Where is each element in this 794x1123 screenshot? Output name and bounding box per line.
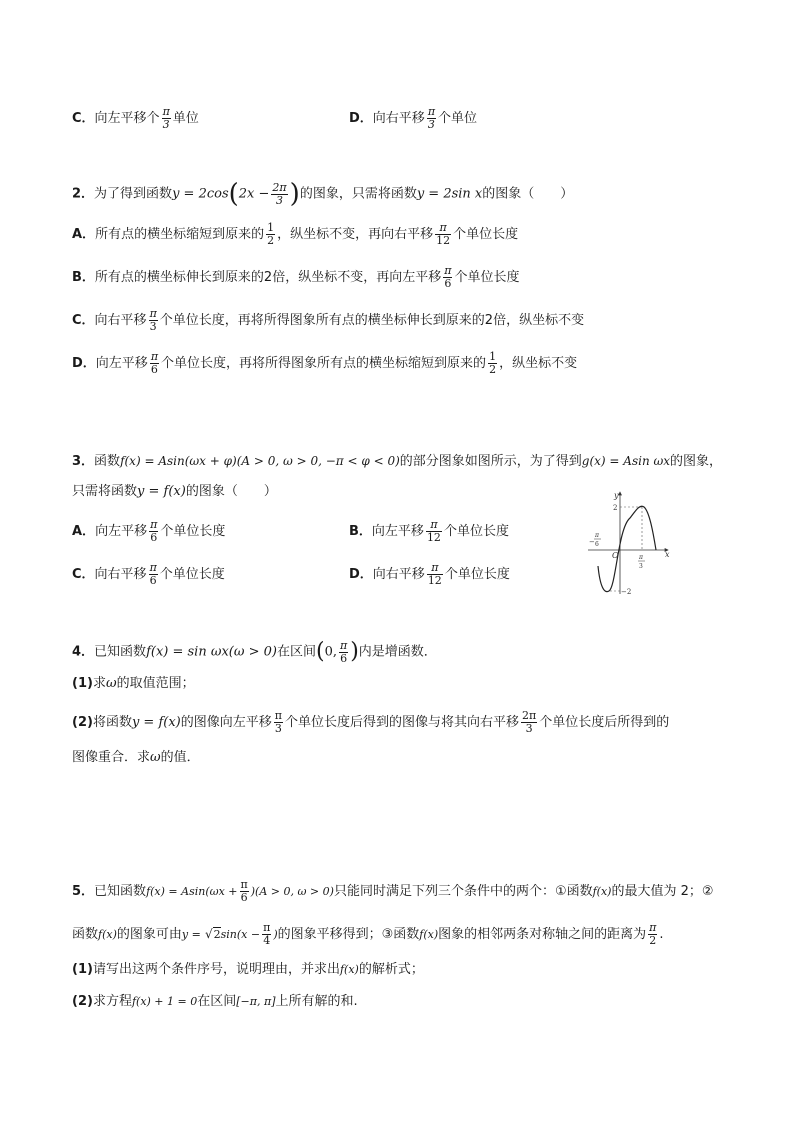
q4-part2-line2 [72,748,200,768]
pos-tick-num: π [639,554,643,561]
frac-num: π [427,105,436,118]
option-text: 个单位长度 [443,524,509,539]
frac-num: π [426,519,442,532]
formula: f(x) = Asin(ωx + [146,885,238,898]
left-paren: ( [315,639,325,664]
part-text: 请写出这两个条件序号，说明理由，并求出 [92,962,340,977]
y-max-label: 2 [613,504,618,512]
option-label: A． [72,227,96,242]
option-text: 个单位长度 [444,567,510,582]
option-text: 向左平移个 [94,111,160,126]
frac-num: 1 [489,350,497,363]
stem-text: 内是增函数． [358,644,437,660]
option-label: B． [72,270,95,285]
formula: ω [150,750,161,765]
formula: g(x) = Asin ωx [581,454,671,468]
fraction [648,922,657,947]
fraction [150,351,159,376]
q4-part1 [72,674,195,694]
formula: f(x) = sin ωx(ω > 0) [146,644,277,660]
formula: f(x) [98,928,117,941]
option-text: 向右平移 [94,313,147,328]
option-text: 单位 [172,111,199,126]
stem-text: 的图象（ ） [482,186,574,202]
fraction [262,922,271,947]
option-text: 所有点的横坐标缩短到原来的 [95,227,265,242]
neg-tick-num: π [595,532,599,539]
y-axis-label: y [614,491,619,500]
frac-num: π [240,878,248,891]
q5-part2 [72,992,358,1012]
part-text: 将函数 [92,715,132,730]
neg-tick-sign: − [589,538,595,546]
stem-text: 的部分图象如图所示，为了得到 [399,454,582,469]
q3-option-c [72,562,225,587]
frac-den: 12 [426,531,441,544]
option-text: 个单位 [438,111,478,126]
formula: y = [181,928,201,941]
option-text: 向右平移 [372,111,425,126]
formula: ω [105,676,117,691]
fraction [266,222,275,247]
left-paren: ( [228,179,239,209]
fraction [443,265,452,290]
q1-option-d [349,106,477,131]
stem-text: . [659,927,664,942]
frac-den: 6 [340,651,348,665]
fraction [521,710,537,735]
part-label: (2) [72,994,93,1009]
frac-den: 3 [162,118,170,131]
stem-text: 的图象， [670,454,723,469]
right-paren: ) [350,639,359,664]
question-number: 3． [72,454,95,469]
option-text: ，纵坐标不变，再向右平移 [277,227,434,242]
option-label: D． [349,111,373,126]
formula: sin(x − [220,928,261,941]
frac-den: 6 [150,531,158,544]
stem-text: 只需将函数 [72,484,138,499]
x-axis-label: x [665,550,670,559]
option-label: C． [72,567,95,582]
stem-text: 的最大值为 2；② [611,884,714,899]
stem-text: 在区间 [276,644,316,660]
sine-curve [598,506,656,591]
stem-text: 的图象可由 [116,927,182,942]
stem-text: 的图象，只需将函数 [299,186,417,202]
part-text: 在区间 [197,994,237,1009]
pos-tick-den: 3 [639,563,643,570]
option-text: ，纵坐标不变 [499,356,578,371]
fraction [271,182,287,207]
q3-option-a [72,519,225,544]
option-text: 个单位长度，再将所得图象所有点的横坐标缩短到原来的 [161,356,487,371]
y-min-label: −2 [621,588,632,596]
q4-stem [72,637,437,667]
formula: f(x) [592,885,612,898]
q2-option-b [72,265,519,290]
formula: y = 2cos [172,186,229,202]
option-text: 个单位长度 [454,270,520,285]
formula: y = f(x) [137,484,186,499]
frac-num: π [150,350,159,363]
formula: ) [273,928,278,941]
formula: f(x) [339,963,359,976]
part-text: 的值． [160,750,200,765]
frac-den: 6 [240,891,248,904]
formula: f(x) = Asin(ωx + φ)(A > 0, ω > 0, −π < φ < 0) [120,454,400,468]
fraction [427,106,436,131]
stem-text: 只能同时满足下列三个条件中的两个：①函数 [333,884,593,899]
part-label: (1) [72,962,93,977]
frac-num: π [162,105,170,118]
option-text: 向左平移 [95,356,148,371]
q3-option-d [349,562,510,587]
part-text: 个单位长度后所得到的 [539,715,670,730]
part-label: (2) [72,715,93,730]
frac-den: 12 [427,574,442,587]
q3-stem [72,451,722,472]
fraction [427,562,443,587]
frac-num: π [444,264,452,277]
frac-den: 3 [149,320,157,333]
stem-text: 函数 [94,454,121,469]
q5-stem-line2 [72,922,664,947]
frac-num: π [339,638,348,652]
stem-text: 已知函数 [94,884,147,899]
part-text: 图像重合．求 [72,750,151,765]
frac-den: 6 [149,574,157,587]
option-text: 向左平移 [371,524,424,539]
fraction [435,222,451,247]
stem-text: 图象的相邻两条对称轴之间的距离为 [438,927,647,942]
option-text: 向左平移 [95,524,148,539]
frac-den: 3 [525,722,533,735]
frac-num: π [274,709,282,722]
stem-text: 函数 [72,927,99,942]
option-label: C． [72,313,95,328]
frac-num: π [427,562,443,575]
formula: f(x) [419,928,439,941]
option-label: D． [72,356,96,371]
right-paren: ) [289,179,300,209]
frac-den: 4 [263,934,271,947]
fraction [274,710,283,735]
fraction [149,519,158,544]
part-label: (1) [72,676,93,691]
frac-den: 3 [276,193,284,207]
question-number: 2． [72,186,95,202]
part-text: 求 [92,676,106,691]
part-text: 求方程 [92,994,132,1009]
frac-den: 2 [649,934,657,947]
option-text: 所有点的横坐标伸长到原来的2倍，纵坐标不变，再向左平移 [94,270,442,285]
formula: f(x) + 1 = 0 [131,995,198,1008]
frac-den: 2 [489,363,497,376]
frac-den: 3 [427,118,435,131]
part-text: 上所有解的和. [275,994,358,1009]
formula: [−π, π] [236,995,276,1008]
frac-num: 2π [272,180,287,194]
option-text: 向右平移 [94,567,147,582]
frac-num: 1 [267,221,275,234]
q2-option-a [72,222,518,247]
fraction [488,351,497,376]
fraction [426,519,442,544]
q5-part1 [72,960,424,980]
option-label: A． [72,524,96,539]
interval-start: 0, [324,644,337,660]
stem-text: 已知函数 [94,644,147,660]
sqrt-sign: √ [204,927,213,941]
fraction [149,308,158,333]
frac-num: π [435,222,451,235]
q3-option-b [349,519,509,544]
frac-num: π [149,561,157,574]
frac-num: 2π [522,709,537,722]
sqrt-radicand: 2 [213,928,221,941]
q3-stem-line2 [72,482,277,502]
fraction [339,640,348,665]
frac-den: 2 [267,234,275,247]
part-text: 的取值范围； [116,676,195,691]
frac-den: 12 [436,234,451,247]
frac-den: 6 [444,277,452,290]
frac-num: π [649,921,657,934]
origin-label: O [612,551,619,560]
formula: y = 2sin x [416,186,483,202]
question-number: 5． [72,884,95,899]
fraction [240,879,249,904]
option-text: 向右平移 [372,567,425,582]
formula: )(A > 0, ω > 0) [250,885,334,898]
part-text: 的解析式； [358,962,424,977]
frac-den: 6 [150,363,158,376]
option-text: 个单位长度 [453,227,519,242]
q4-part2 [72,710,669,735]
formula: y = f(x) [131,715,181,730]
frac-num: π [263,921,271,934]
frac-num: π [150,518,158,531]
stem-text: 为了得到函数 [94,186,173,202]
frac-den: 3 [274,722,282,735]
q1-option-c [72,106,199,131]
frac-num: π [149,307,157,320]
stem-text: 的图象（ ） [185,484,277,499]
fraction [149,562,158,587]
neg-tick-den: 6 [595,541,599,548]
fraction [162,106,171,131]
option-text: 个单位长度 [160,524,226,539]
stem-text: 的图象平移得到；③函数 [277,927,420,942]
q3-function-graph [586,488,672,598]
q5-stem [72,879,714,904]
q2-stem [72,179,573,209]
formula: 2x − [238,186,270,202]
option-label: D． [349,567,373,582]
q2-option-d [72,351,577,376]
part-text: 个单位长度后得到的图像与将其向右平移 [285,715,520,730]
part-text: 的图像向左平移 [180,715,272,730]
option-text: 个单位长度 [159,567,225,582]
question-number: 4． [72,644,95,660]
q2-option-c [72,308,584,333]
option-text: 个单位长度，再将所得图象所有点的横坐标伸长到原来的2倍，纵坐标不变 [159,313,585,328]
option-label: C． [72,111,95,126]
option-label: B． [349,524,372,539]
